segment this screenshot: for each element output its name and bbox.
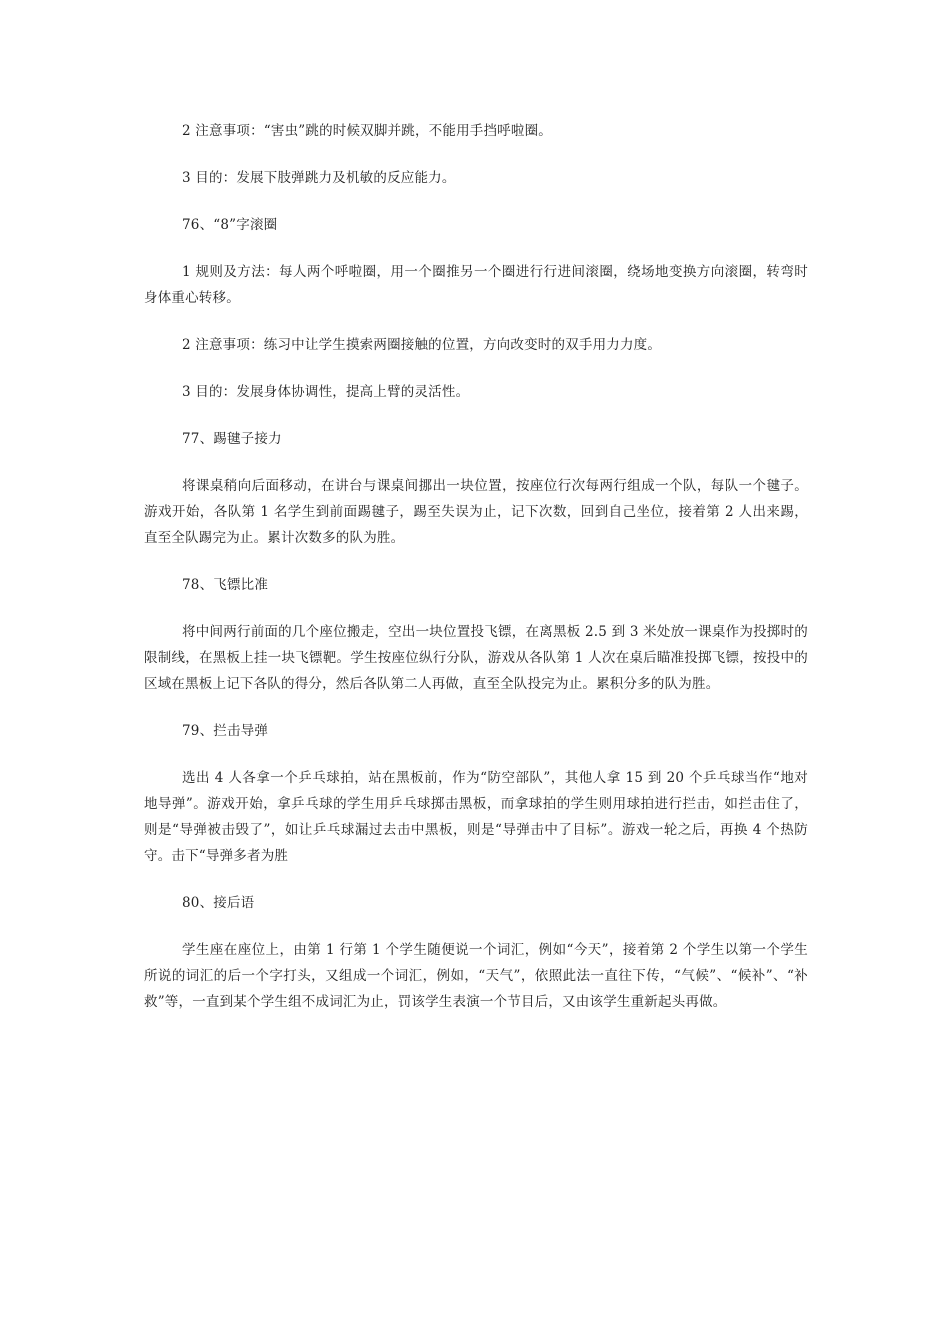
paragraph-78-body: 将中间两行前面的几个座位搬走，空出一块位置投飞镖，在离黑板 2.5 到 3 米处放一课桌作为投掷时的限制线，在黑板上挂一块飞镖靶。学生按座位纵行分队，游戏从各队第 1 人次在桌后瞄准投掷飞镖，按投中的区域在黑板上记下各队的得分，然后各队第二人再做，直至全队投完为止。累积分多的队为胜。 [144, 624, 808, 692]
paragraph-76-rules: 1 规则及方法：每人两个呼啦圈，用一个圈推另一个圈进行行进间滚圈，绕场地变换方向滚圈，转弯时身体重心转移。 [144, 264, 808, 306]
heading-76: 76、“8”字滚圈 [182, 217, 278, 233]
heading-77: 77、踢毽子接力 [182, 431, 282, 447]
paragraph-76-purpose: 3 目的：发展身体协调性，提高上臂的灵活性。 [182, 384, 470, 400]
heading-80: 80、接后语 [182, 895, 255, 911]
heading-78: 78、飞镖比准 [182, 577, 269, 593]
paragraph-77-body: 将课桌稍向后面移动，在讲台与课桌间挪出一块位置，按座位行次每两行组成一个队，每队一个毽子。游戏开始，各队第 1 名学生到前面踢毽子，踢至失误为止，记下次数，回到自己坐位，接着第 2 人出来踢，直至全队踢完为止。累计次数多的队为胜。 [144, 478, 808, 546]
paragraph-76-notes: 2 注意事项：练习中让学生摸索两圈接触的位置，方向改变时的双手用力力度。 [182, 337, 662, 353]
document-page [144, 118, 808, 1036]
paragraph-79-body: 选出 4 人各拿一个乒乓球拍，站在黑板前，作为“防空部队”，其他人拿 15 到 20 个乒乓球当作“地对地导弹”。游戏开始，拿乒乓球的学生用乒乓球掷击黑板，而拿球拍的学生则用球拍进行拦击，如拦击住了，则是“导弹被击毁了”，如让乒乓球漏过去击中黑板，则是“导弹击中了目标”。游戏一轮之后，再换 4 个热防守。击下“导弹多者为胜 [144, 770, 808, 864]
paragraph-80-body: 学生座在座位上，由第 1 行第 1 个学生随便说一个词汇，例如“今天”，接着第 2 个学生以第一个学生所说的词汇的后一个字打头，又组成一个词汇，例如，“天气”，依照此法一直往下传，“气候”、“候补”、“补救”等，一直到某个学生组不成词汇为止，罚该学生表演一个节目后，又由该学生重新起头再做。 [144, 942, 808, 1010]
paragraph-75-purpose: 3 目的：发展下肢弹跳力及机敏的反应能力。 [182, 170, 456, 186]
heading-79: 79、拦击导弹 [182, 723, 269, 739]
paragraph-75-notes: 2 注意事项：“害虫”跳的时候双脚并跳，不能用手挡呼啦圈。 [182, 123, 552, 139]
